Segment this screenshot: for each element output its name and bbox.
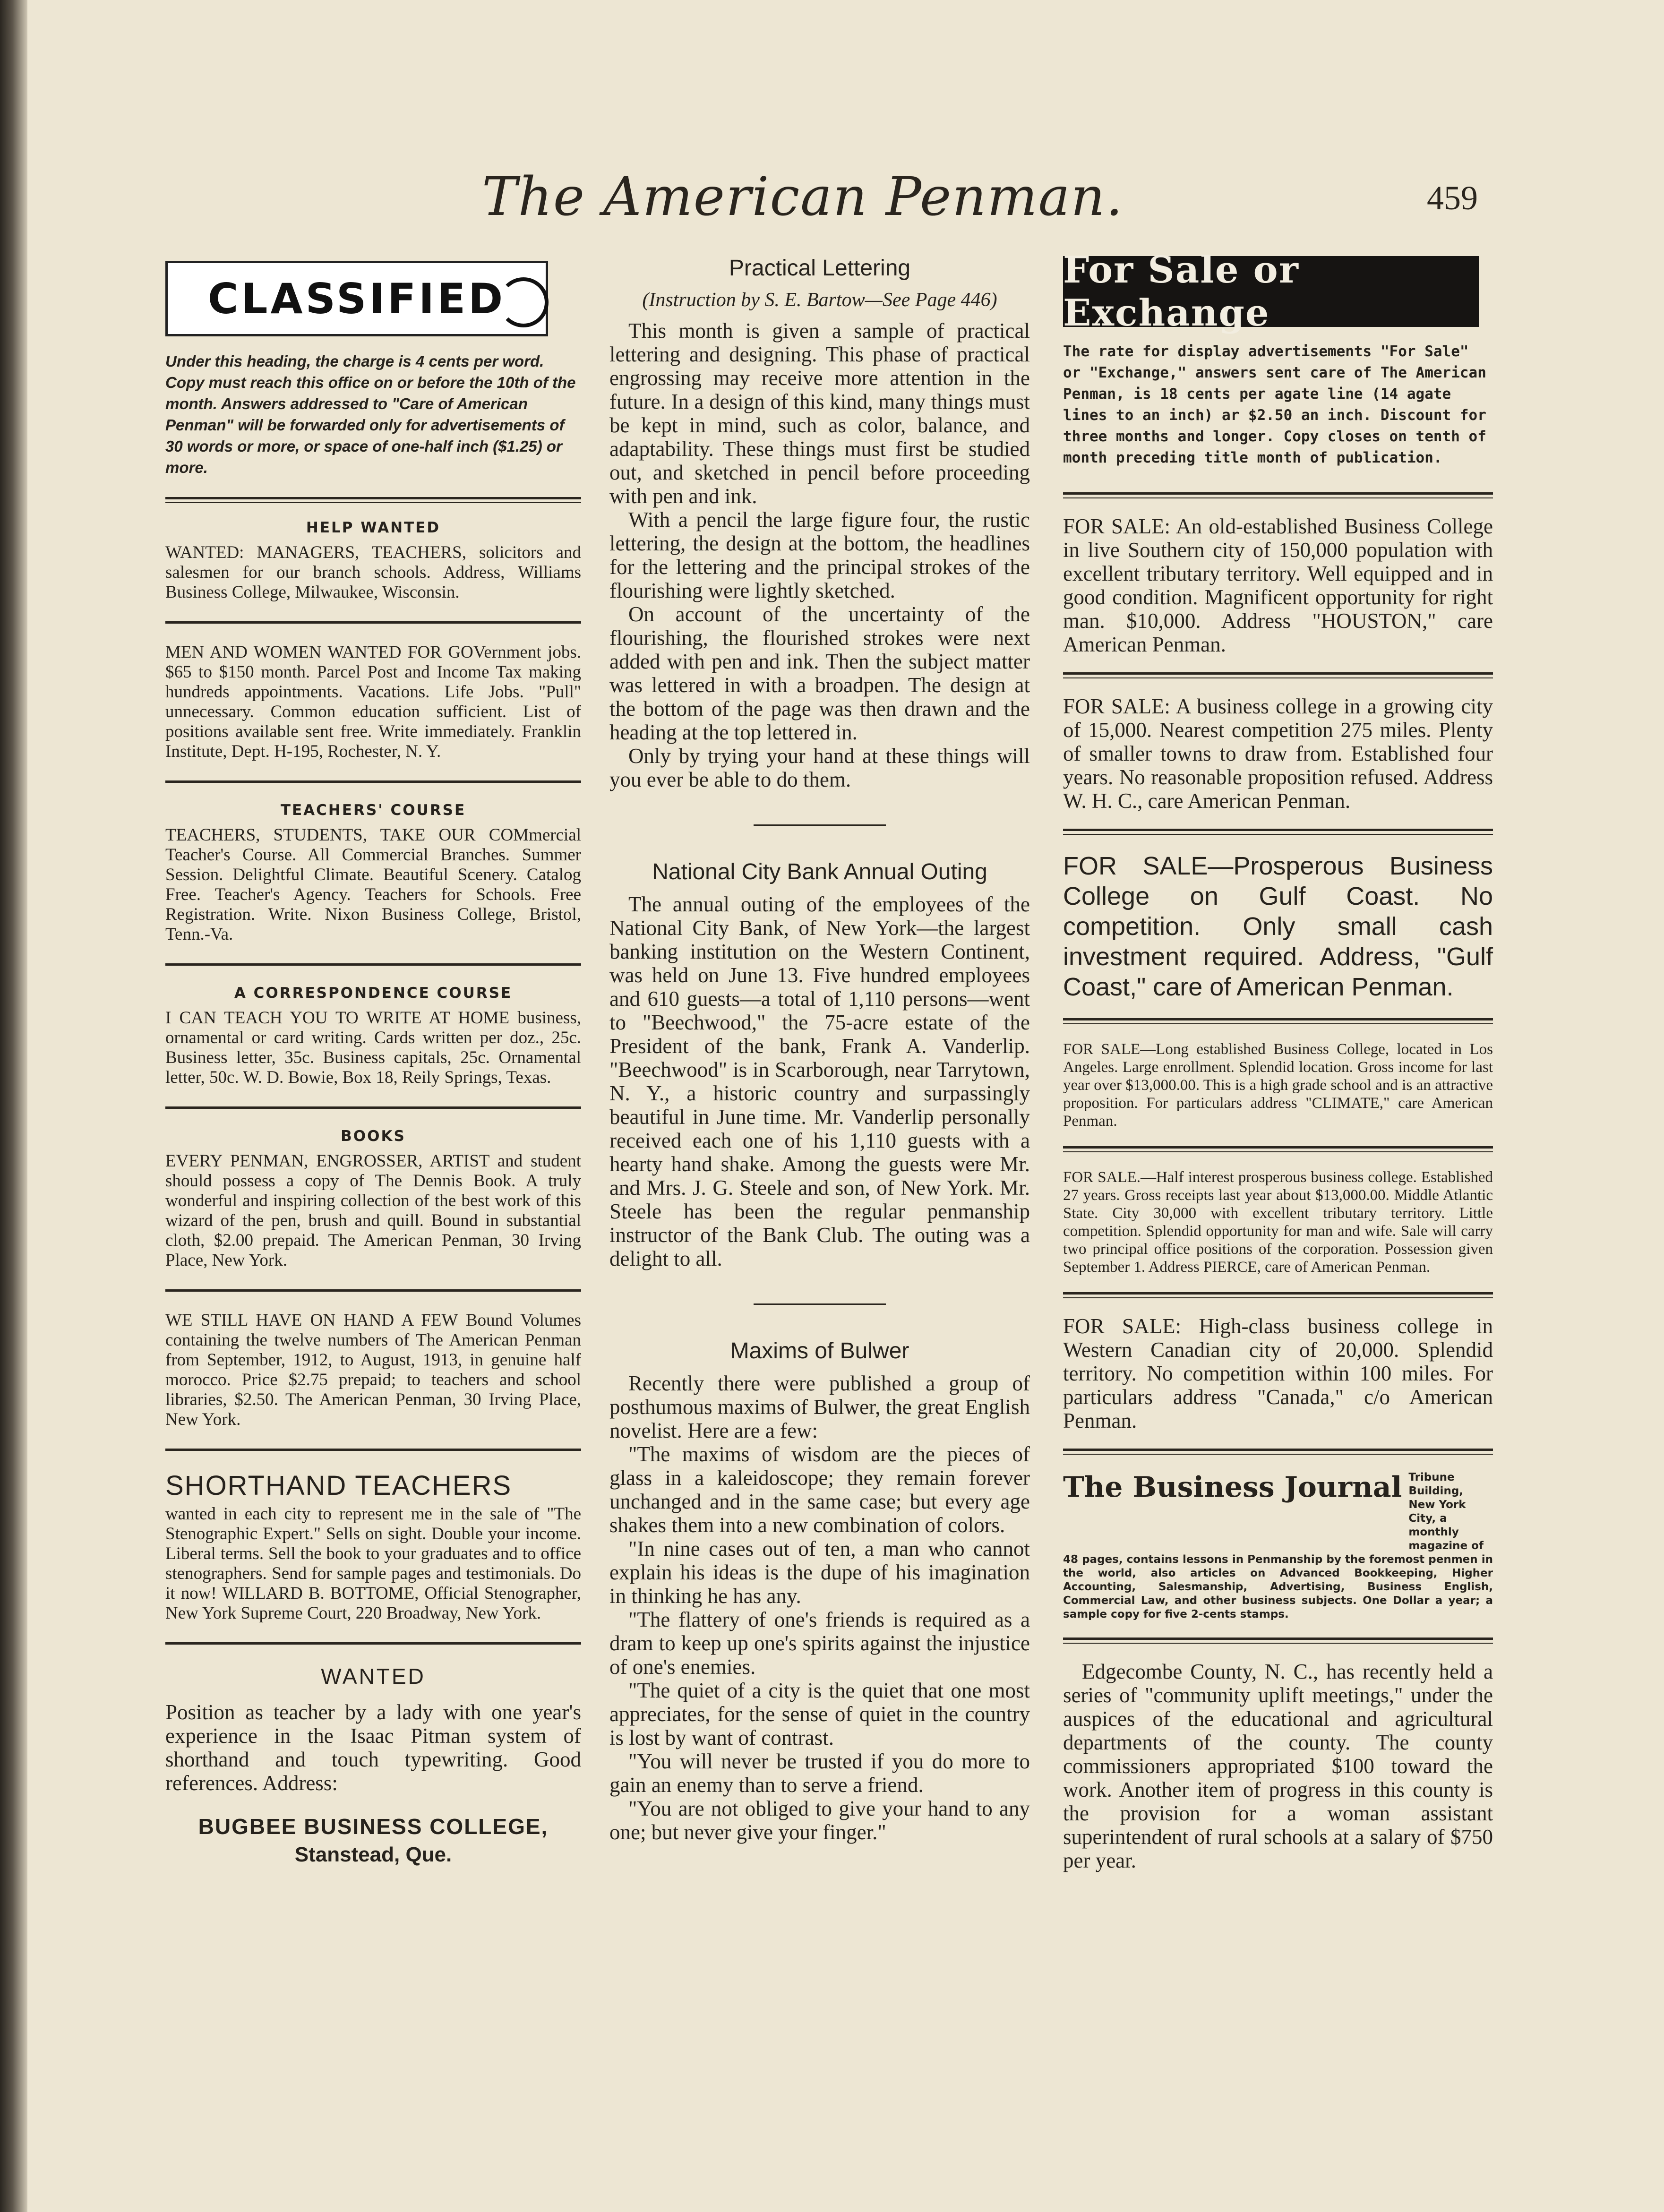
for-sale-banner-text: For Sale or Exchange (1063, 249, 1299, 334)
divider (754, 1303, 886, 1305)
ad-houston: FOR SALE: An old-established Business College in live Southern city of 150,000 population with excellent tributary territory. Well equipped and in good condition. Magnificent opportunity for right man. $10,000. Address "HOUSTON," care American Penman. (1063, 514, 1493, 656)
ad-climate: FOR SALE—Long established Business College, located in Los Angeles. Large enrollment. Splendid location. Gross income for last year over $13,000.00. This is a high grade school and is an attractive proposition. For particulars address "CLIMATE," care American Penman. (1063, 1041, 1493, 1130)
business-journal-address: Tribune Building, New York City, a monthly magazine of (1408, 1471, 1484, 1552)
scroll-ornament-icon (498, 277, 549, 327)
lettering-paragraph: With a pencil the large figure four, the rustic lettering, the design at the bottom, the headlines for the lettering and the principal strokes of the flourishing were lightly sketched. (609, 508, 1030, 602)
for-sale-column (1063, 249, 1493, 1872)
ad-wanted-position: Position as teacher by a lady with one year's experience in the Isaac Pitman system of shorthand and touch typewriting. Good references. Address: (165, 1700, 581, 1795)
page-number: 459 (1427, 179, 1478, 217)
divider (1063, 1018, 1493, 1024)
business-journal-ad (1063, 1471, 1493, 1553)
ad-canada: FOR SALE: High-class business college in Western Canadian city of 20,000. Splendid territory. No competition within 100 miles. For particulars address "Canada," c/o American Penman. (1063, 1314, 1493, 1432)
ad-shorthand: wanted in each city to represent me in the sale of "The Stenographic Expert." Sells on sight. Double your income. Liberal terms. Sell the book to your graduates and to office stenographers. Send for sample pages and testimonials. Do it now! WILLARD B. BOTTOME, Official Stenographer, New York Supreme Court, 220 Broadway, New York. (165, 1504, 581, 1623)
maxims-paragraph: "The maxims of wisdom are the pieces of glass in a kaleidoscope; they remain forever unchanged and in the same case; but every age shakes them into a new combination of colors. (609, 1442, 1030, 1537)
for-sale-banner (1063, 249, 1479, 334)
divider (165, 621, 581, 624)
ad-williams: WANTED: MANAGERS, TEACHERS, solicitors and salesmen for our branch schools. Address, Williams Business College, Milwaukee, Wisconsin. (165, 543, 581, 602)
maxims-paragraph: "The flattery of one's friends is required as a dram to keep up one's spirits against the injustice of one's enemies. (609, 1608, 1030, 1679)
articles-column (609, 255, 1030, 1844)
divider (165, 780, 581, 783)
divider (754, 824, 886, 826)
lettering-paragraph: This month is given a sample of practical lettering and designing. This phase of practical engrossing may receive more attention in the future. In a design of this kind, many things must be kept in mind, such as color, balance, and adaptability. These things must first be studied out, and sketched in pencil before proceeding with pen and ink. (609, 319, 1030, 508)
maxims-paragraph: Recently there were published a group of posthumous maxims of Bulwer, the great English novelist. Here are a few: (609, 1372, 1030, 1442)
maxims-paragraph: "In nine cases out of ten, a man who cannot explain his ideas is the dupe of his imagination in thinking he has any. (609, 1537, 1030, 1608)
divider (1063, 492, 1493, 498)
divider (1063, 1449, 1493, 1455)
divider (165, 497, 581, 503)
business-journal-title: The Business Journal (1063, 1471, 1402, 1504)
book-binding-shadow (0, 0, 27, 2212)
maxims-paragraph: "You are not obliged to give your hand to any one; but never give your finger." (609, 1797, 1030, 1844)
ad-bowie: I CAN TEACH YOU TO WRITE AT HOME business, ornamental or card writing. Cards written per doz., 25c. Business letter, 35c. Business capitals, 25c. Ornamental letter, 50c. W. D. Bowie, Box 18, Reily Springs, Texas. (165, 1008, 581, 1087)
section-heading-help-wanted: HELP WANTED (306, 519, 441, 536)
maxims-paragraph: "You will never be trusted if you do more to gain an enemy than to serve a friend. (609, 1749, 1030, 1797)
divider (1063, 1638, 1493, 1644)
shorthand-heading: SHORTHAND TEACHERS (165, 1470, 512, 1501)
classified-intro: Under this heading, the charge is 4 cents per word. Copy must reach this office on or before the 10th of the month. Answers addressed to "Care of American Penman" will be forwarded only for advertisements of 30 words or more, or space of one-half inch ($1.25) or more. (165, 352, 576, 476)
bugbee-college-name: BUGBEE BUSINESS COLLEGE, (198, 1814, 549, 1839)
section-heading-teachers-course: TEACHERS' COURSE (280, 802, 466, 819)
classified-banner-text: CLASSIFIED (207, 274, 506, 323)
article-title-lettering: Practical Lettering (729, 256, 911, 281)
masthead-title: The American Penman. (482, 166, 1124, 228)
classified-banner (165, 261, 548, 336)
ad-dennis-book: EVERY PENMAN, ENGROSSER, ARTIST and student should possess a copy of The Dennis Book. A truly wonderful and inspiring collection of the best work of this wizard of the pen, brush and quill. Bound in substantial cloth, $2.00 prepaid. The American Penman, 30 Irving Place, New York. (165, 1151, 581, 1270)
divider (1063, 829, 1493, 835)
bugbee-college-city: Stanstead, Que. (294, 1843, 452, 1866)
lettering-paragraph: Only by trying your hand at these things will you ever be able to do them. (609, 744, 1030, 791)
edgecombe-paragraph: Edgecombe County, N. C., has recently held a series of "community uplift meetings," under the auspices of the educational and agricultural departments of the county. The county commissioners appropriated $100 toward the work. Another item of progress in this county is the provision for a woman assistant superintendent of rural schools at a salary of $750 per year. (1063, 1660, 1493, 1872)
wanted-heading: WANTED (321, 1664, 426, 1689)
divider (165, 1449, 581, 1451)
maxims-paragraph: "The quiet of a city is the quiet that one most appreciates, for the sense of quiet in the country is lost by want of contrast. (609, 1679, 1030, 1749)
ad-nixon: TEACHERS, STUDENTS, TAKE OUR COMmercial Teacher's Course. All Commercial Branches. Summer Session. Delightful Climate. Beautiful Scenery. Catalog Free. Teacher's Agency. Teachers for Schools. Free Registration. Write. Nixon Business College, Bristol, Tenn.-Va. (165, 825, 581, 944)
divider (1063, 1146, 1493, 1152)
display-rate-note: The rate for display advertisements "For Sale" or "Exchange," answers sent care of The American Penman, is 18 cents per agate line (14 agate lines to an inch) ar $2.50 an inch. Discount for three months and longer. Copy closes on tenth of month preceding title month of publication. (1063, 343, 1486, 466)
article-title-maxims: Maxims of Bulwer (730, 1338, 909, 1363)
classified-column (165, 255, 581, 1867)
divider (1063, 672, 1493, 678)
outing-paragraph: The annual outing of the employees of the National City Bank, of New York—the largest banking institution on the Western Continent, was held on June 13. Five hundred employees and 610 guests—a total of 1,110 persons—went to "Beechwood," the 75-acre estate of the President of the bank, Frank A. Vanderlip. "Beechwood" is in Scarborough, near Tarrytown, N. Y., a historic country and surpassingly beautiful in June time. Mr. Vanderlip personally received each one of his 1,110 guests with a hearty hand shake. Among the guests were Mr. and Mrs. J. G. Steele and son, of New York. Mr. Steele has been the regular penmanship instructor of the Bank Club. The outing was a delight to all. (609, 892, 1030, 1270)
divider (165, 1106, 581, 1109)
ad-whc: FOR SALE: A business college in a growing city of 15,000. Nearest competition 275 miles. Plenty of smaller towns to draw from. Established four years. No reasonable proposition refused. Address W. H. C., care American Penman. (1063, 694, 1493, 813)
article-title-outing: National City Bank Annual Outing (652, 859, 987, 884)
section-heading-books: BOOKS (341, 1128, 406, 1145)
ad-bound-volumes: WE STILL HAVE ON HAND A FEW Bound Volumes containing the twelve numbers of The American Penman from September, 1912, to August, 1913, in genuine half morocco. Price $2.75 prepaid; to teachers and school libraries, $2.50. The American Penman, 30 Irving Place, New York. (165, 1311, 581, 1429)
divider (165, 963, 581, 966)
ad-franklin: MEN AND WOMEN WANTED FOR GOVernment jobs. $65 to $150 month. Parcel Post and Income Tax making hundreds appointments. Vacations. Life Jobs. "Pull" unnecessary. Common education sufficient. List of positions available sent free. Write immediately. Franklin Institute, Dept. H-195, Rochester, N. Y. (165, 643, 581, 761)
business-journal-body: 48 pages, contains lessons in Penmanship by the foremost penmen in the world, also articles on Advanced Bookkeeping, Higher Accounting, Salesmanship, Advertising, Business English, Commercial Law, and other business subjects. One Dollar a year; a sample copy for five 2-cents stamps. (1063, 1553, 1493, 1620)
divider (165, 1642, 581, 1645)
divider (165, 1289, 581, 1292)
ad-gulf-coast: FOR SALE—Prosperous Business College on Gulf Coast. No competition. Only small cash investment required. Address, "Gulf Coast," care of American Penman. (1063, 852, 1493, 1001)
divider (1063, 1292, 1493, 1298)
article-subtitle-lettering: (Instruction by S. E. Bartow—See Page 446) (642, 289, 997, 311)
lettering-paragraph: On account of the uncertainty of the flourishing, the flourished strokes were next added with pen and ink. Then the subject matter was lettered in with a broadpen. The design at the bottom of the page was then drawn and the heading at the top lettered in. (609, 602, 1030, 744)
section-heading-correspondence: A CORRESPONDENCE COURSE (234, 985, 513, 1002)
ad-pierce: FOR SALE.—Half interest prosperous business college. Established 27 years. Gross receipts last year about $13,000.00. Middle Atlantic State. City 30,000 with excellent tributary territory. Little competition. Splendid opportunity for man and wife. Sale will carry two principal office positions of the corporation. Possession given September 1. Address PIERCE, care of American Penman. (1063, 1169, 1493, 1276)
